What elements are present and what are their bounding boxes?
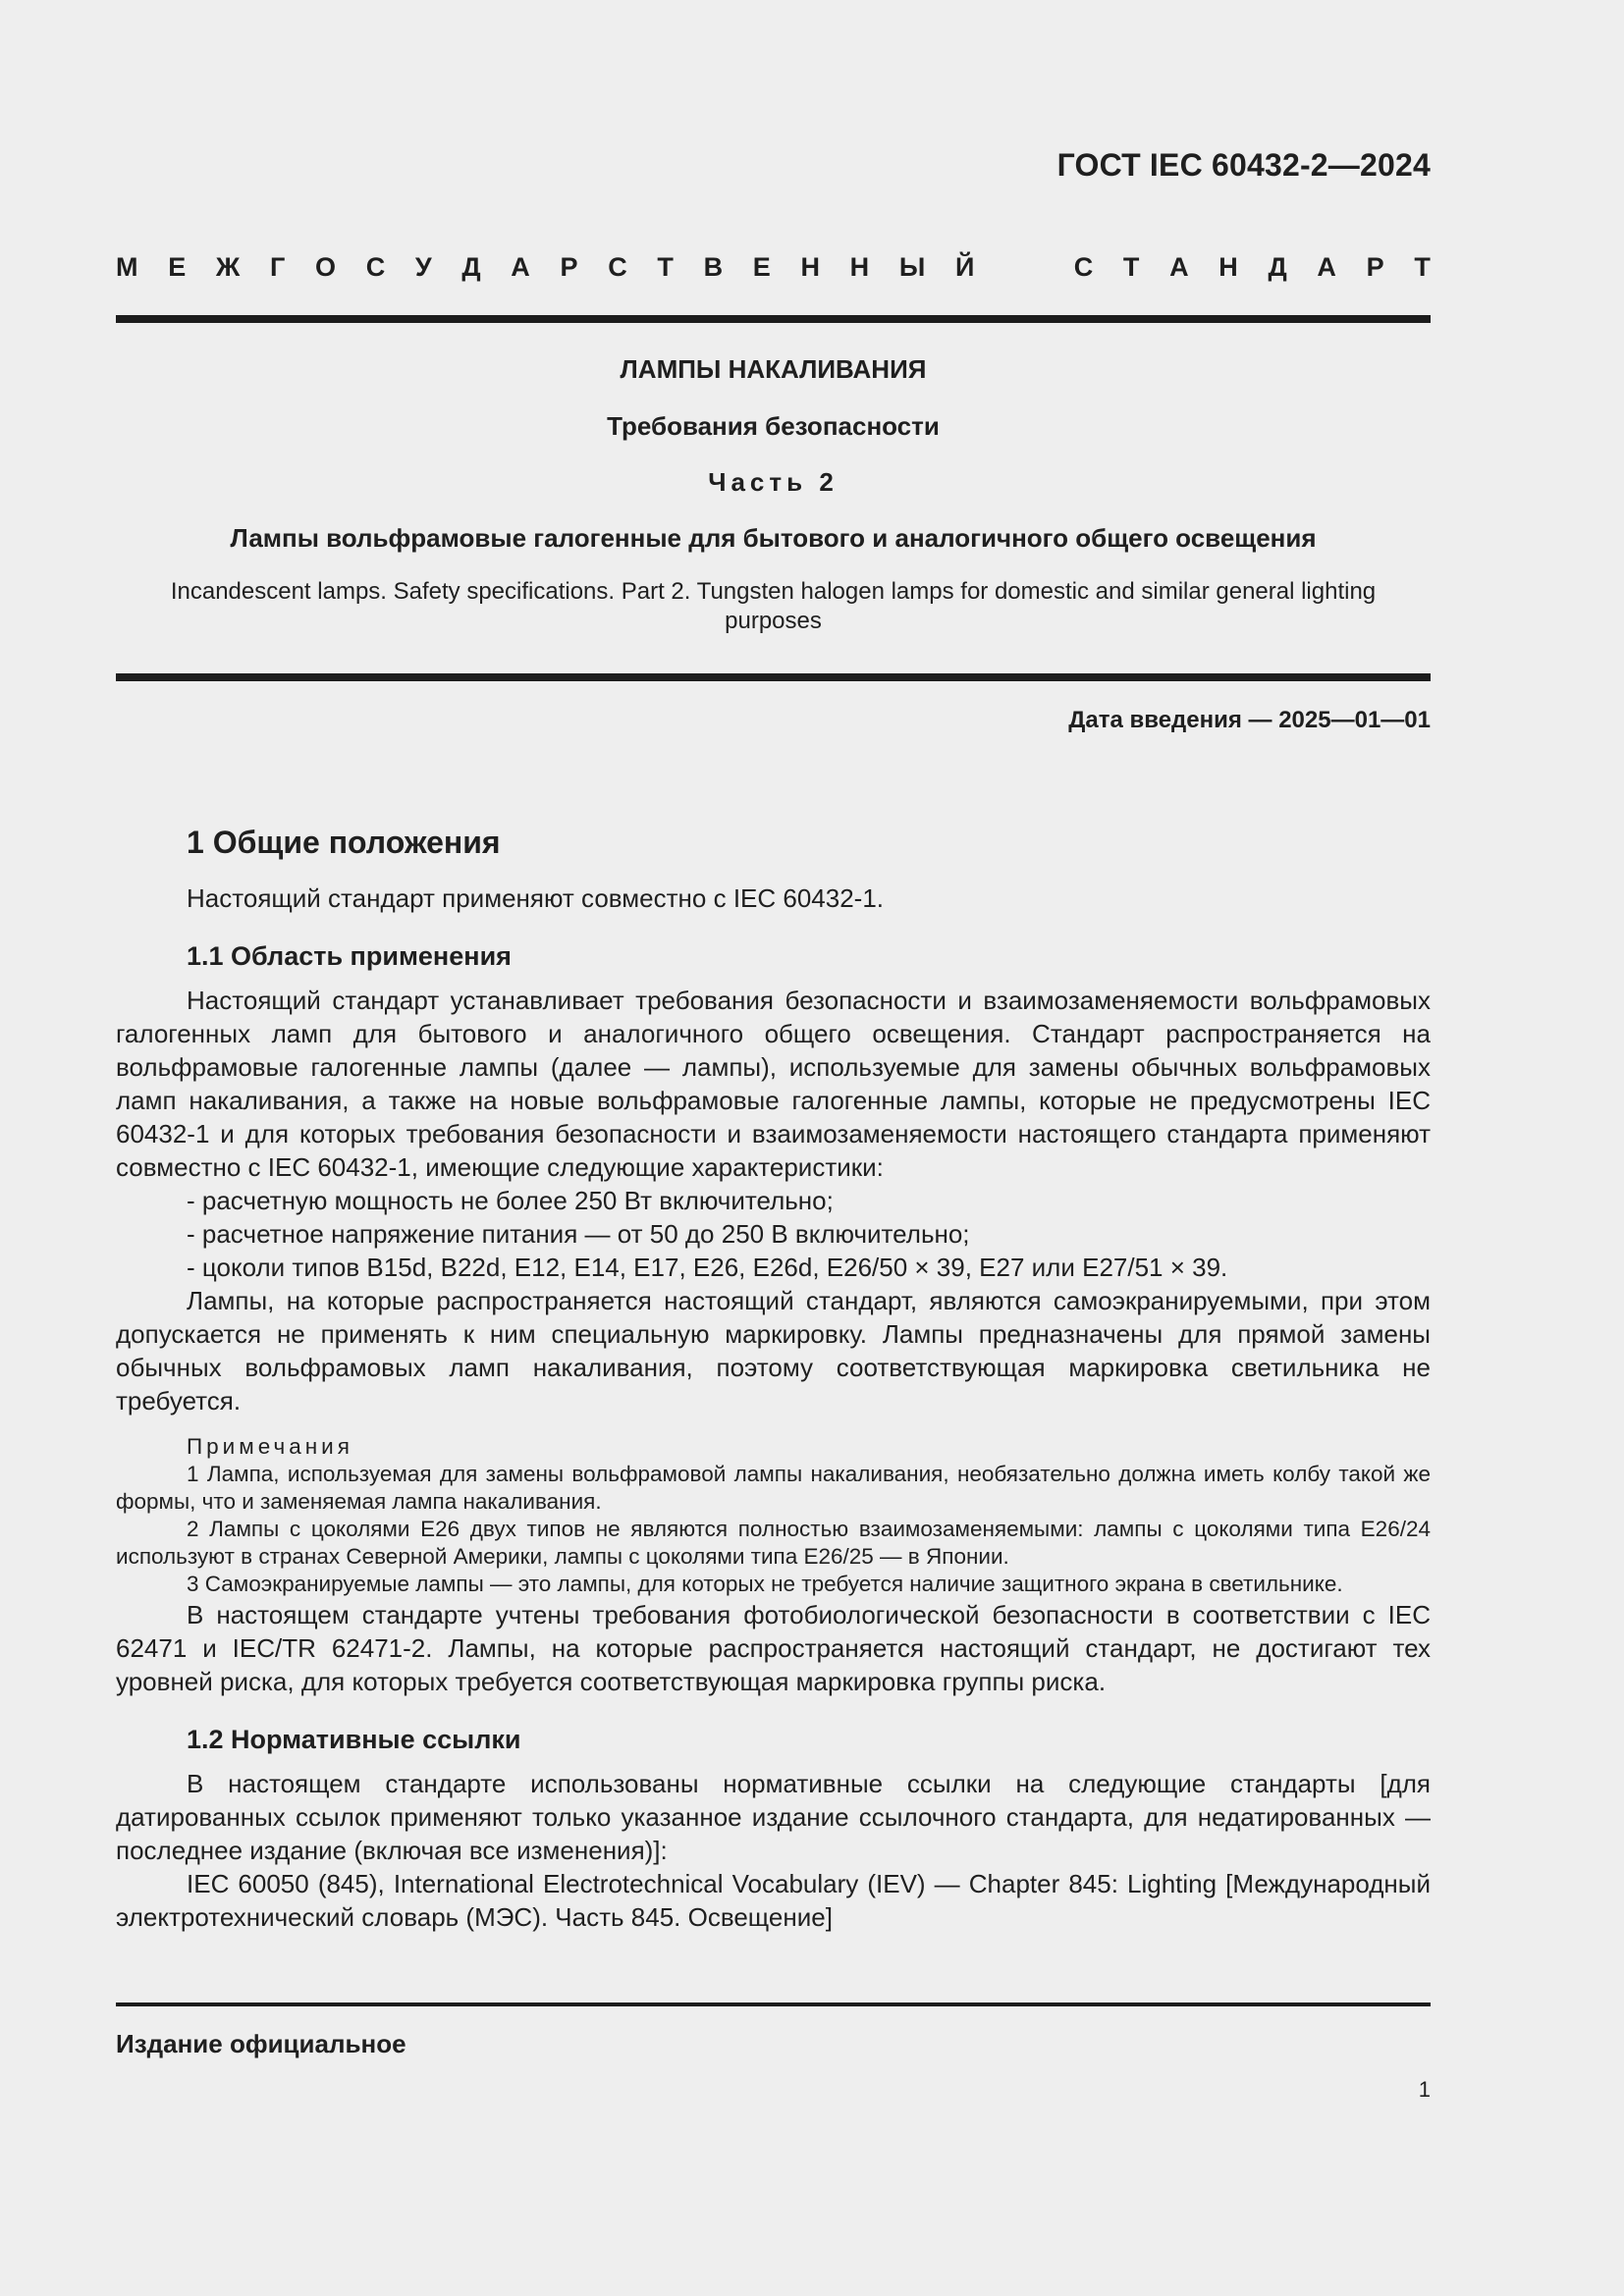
letter: Т	[657, 252, 674, 282]
characteristics-list	[116, 1184, 1431, 1284]
letter: С	[1073, 252, 1094, 282]
section-1-text: Настоящий стандарт применяют совместно с IEC 60432-1.	[187, 883, 885, 913]
letter: Р	[1366, 252, 1384, 282]
document-description: Лампы вольфрамовые галогенные для бытового и аналогичного общего освещения	[230, 523, 1317, 553]
section-1-heading: 1 Общие положения	[187, 825, 501, 860]
letter: Д	[1268, 252, 1287, 282]
letter: Е	[168, 252, 187, 282]
letter: С	[608, 252, 627, 282]
introduction-date: Дата введения — 2025—01—01	[1068, 707, 1431, 733]
letter: А	[511, 252, 530, 282]
letter: Г	[269, 252, 286, 282]
letter: М	[116, 252, 138, 282]
note-item: 2 Лампы с цоколями E26 двух типов не являются полностью взаимозаменяемыми: лампы с цоколями типа E26/24 используют в странах Северной Америки, лампы с цоколями типа E26/25 — в Японии.	[116, 1517, 1431, 1569]
letter: Д	[461, 252, 481, 282]
note-item: 1 Лампа, используемая для замены вольфрамовой лампы накаливания, необязательно должна иметь колбу такой же формы, что и заменяемая лампа накаливания.	[116, 1462, 1431, 1514]
word-gap	[1004, 252, 1044, 283]
letter: Т	[1122, 252, 1140, 282]
letter: Н	[800, 252, 820, 282]
letter: С	[365, 252, 386, 282]
letter: Ы	[898, 252, 926, 282]
section-1-1-heading: 1.1 Область применения	[187, 941, 512, 971]
document-title: ЛАМПЫ НАКАЛИВАНИЯ	[620, 354, 927, 384]
notes-title: Примечания	[187, 1434, 353, 1459]
letter: Ж	[215, 252, 241, 282]
document-body	[116, 821, 1431, 1934]
page-number: 1	[1418, 2077, 1431, 2102]
letter: О	[314, 252, 336, 282]
letter: А	[1169, 252, 1189, 282]
notes-block	[116, 1433, 1431, 1598]
english-title: Incandescent lamps. Safety specifications. Part 2. Tungsten halogen lamps for domestic and similar general lighting purposes	[170, 578, 1377, 634]
normative-refs-paragraph: В настоящем стандарте использованы нормативные ссылки на следующие стандарты [для датированных ссылок применяют только указанное издание ссылочного стандарта, для недатированных — последнее издание (включая все изменения)]:	[116, 1769, 1431, 1865]
section-1-2-heading: 1.2 Нормативные ссылки	[187, 1725, 521, 1754]
standard-number: ГОСТ IEC 60432-2—2024	[1056, 147, 1431, 183]
letter: Н	[1218, 252, 1238, 282]
letter: Н	[849, 252, 870, 282]
letter: У	[414, 252, 432, 282]
reference-item: IEC 60050 (845), International Electrotechnical Vocabulary (IEV) — Chapter 845: Lighting [Международный электротехнический словарь (МЭС). Часть 845. Освещение]	[116, 1869, 1431, 1932]
letter: А	[1317, 252, 1336, 282]
letter: Е	[752, 252, 771, 282]
interstate-standard-label	[116, 252, 1431, 283]
list-item: - расчетную мощность не более 250 Вт включительно;	[187, 1184, 1431, 1217]
note-item: 3 Самоэкранируемые лампы — это лампы, для которых не требуется наличие защитного экрана в светильнике.	[187, 1572, 1343, 1596]
top-rule	[116, 315, 1431, 323]
official-edition-label: Издание официальное	[116, 2029, 406, 2058]
list-item: - расчетное напряжение питания — от 50 до 250 В включительно;	[187, 1217, 1431, 1251]
letter: В	[703, 252, 724, 282]
scope-paragraph: Настоящий стандарт устанавливает требования безопасности и взаимозаменяемости вольфрамовых галогенных ламп для бытового и аналогичного общего освещения. Стандарт распространяется на вольфрамовые галогенные лампы (далее — лампы), используемые для замены обычных вольфрамовых ламп накаливания, а также на новые вольфрамовые галогенные лампы, которые не предусмотрены IEC 60432-1 и для которых требования безопасности и взаимозаменяемости настоящего стандарта применяют совместно с IEC 60432-1, имеющие следующие характеристики:	[116, 986, 1431, 1182]
letter: Й	[954, 252, 975, 282]
list-item: - цоколи типов B15d, B22d, E12, E14, E17, E26, E26d, E26/50 × 39, E27 или E27/51 × 39.	[187, 1251, 1431, 1284]
footer-rule	[116, 2002, 1431, 2006]
photobiological-paragraph: В настоящем стандарте учтены требования фотобиологической безопасности в соответствии с IEC 62471 и IEC/TR 62471-2. Лампы, на которые распространяется настоящий стандарт, не достигают тех уровней риска, для которых требуется соответствующая маркировка группы риска.	[116, 1600, 1431, 1696]
letter: Т	[1414, 252, 1431, 282]
self-shielded-paragraph: Лампы, на которые распространяется настоящий стандарт, являются самоэкранируемыми, при этом допускается не применять к ним специальную маркировку. Лампы предназначены для прямой замены обычных вольфрамовых ламп накаливания, поэтому соответствующая маркировка светильника не требуется.	[116, 1286, 1431, 1415]
document-subtitle: Требования безопасности	[607, 411, 940, 441]
letter: Р	[560, 252, 578, 282]
document-part: Часть 2	[708, 467, 839, 497]
title-bottom-rule	[116, 673, 1431, 681]
